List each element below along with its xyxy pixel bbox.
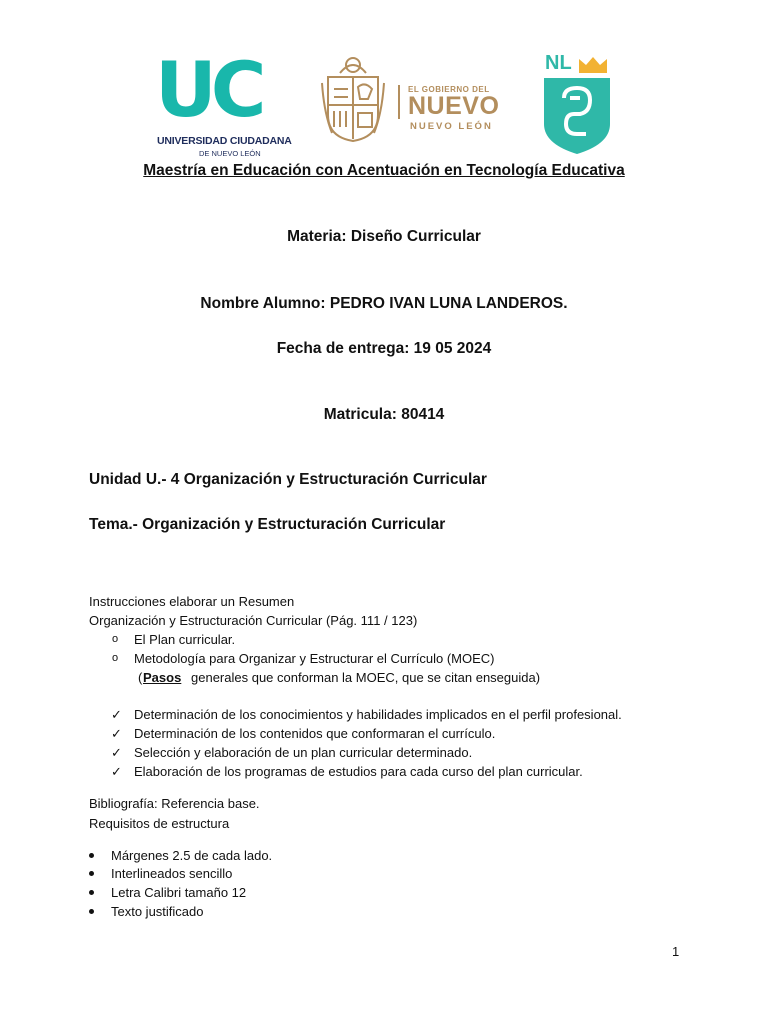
requirement-item: Letra Calibri tamaño 12 [111,885,247,900]
step-item: Selección y elaboración de un plan curricular determinado. [134,745,473,760]
program-title: Maestría en Educación con Acentuación en Tecnología Educativa [143,162,625,179]
gobierno-logo-top: EL GOBIERNO DEL [408,85,490,94]
bibliography-line: Bibliografía: Referencia base. [89,796,260,811]
pasos-open-paren: ( [138,670,143,685]
subject-line: Materia: Diseño Curricular [287,228,481,245]
checkmark-icon: ✓ [111,726,122,741]
logo-separator [398,85,400,119]
page-number: 1 [672,944,680,959]
pasos-rest: generales que conforman la MOEC, que se citan enseguida) [191,670,541,685]
checkmark-icon: ✓ [111,764,122,779]
instructions-line-2: Organización y Estructuración Curricular (Pág. 111 / 123) [89,613,418,628]
step-item: Determinación de los contenidos que conformaran el currículo. [134,726,496,741]
requirements-title: Requisitos de estructura [89,816,230,831]
bullet-dot-icon [89,909,94,914]
checkmark-icon: ✓ [111,745,122,760]
uc-logo-letters: UC [155,45,261,134]
crown-icon [578,56,608,74]
sub-item: El Plan curricular. [134,632,236,647]
bullet-dot-icon [89,853,94,858]
requirement-item: Márgenes 2.5 de cada lado. [111,848,273,863]
instructions-line-1: Instrucciones elaborar un Resumen [89,594,295,609]
nl-logo [544,54,610,154]
requirement-item: Texto justificado [111,904,204,919]
circle-bullet-icon: o [112,633,119,645]
matricula-line: Matricula: 80414 [323,406,445,423]
nl-logo-text: NL [545,52,572,74]
gobierno-nuevo-leon-logo [320,53,515,143]
checkmark-icon: ✓ [111,707,122,722]
bullet-dot-icon [89,890,94,895]
sub-item: Metodología para Organizar y Estructurar el Currículo (MOEC) [134,651,495,666]
unit-heading: Unidad U.- 4 Organización y Estructuración Curricular [89,471,487,488]
requirement-item: Interlineados sencillo [111,866,233,881]
uc-logo-name: UNIVERSIDAD CIUDADANA [157,135,292,147]
gobierno-logo-bottom: NUEVO LEÓN [410,121,493,132]
pasos-word: Pasos [143,670,182,685]
uc-logo [155,45,292,158]
bullet-dot-icon [89,871,94,876]
step-item: Determinación de los conocimientos y habilidades implicados en el perfil profesional. [134,707,622,722]
circle-bullet-icon: o [112,652,119,664]
date-line: Fecha de entrega: 19 05 2024 [276,340,492,357]
nl-shield-icon [544,78,610,154]
step-item: Elaboración de los programas de estudios para cada curso del plan curricular. [134,764,583,779]
coat-of-arms-icon [320,53,386,145]
topic-heading: Tema.- Organización y Estructuración Curricular [89,516,446,533]
student-line: Nombre Alumno: PEDRO IVAN LUNA LANDEROS. [200,295,568,312]
header-logos [0,45,768,158]
gobierno-logo-main: NUEVO [408,92,500,120]
uc-logo-subtitle: DE NUEVO LEÓN [199,149,261,158]
